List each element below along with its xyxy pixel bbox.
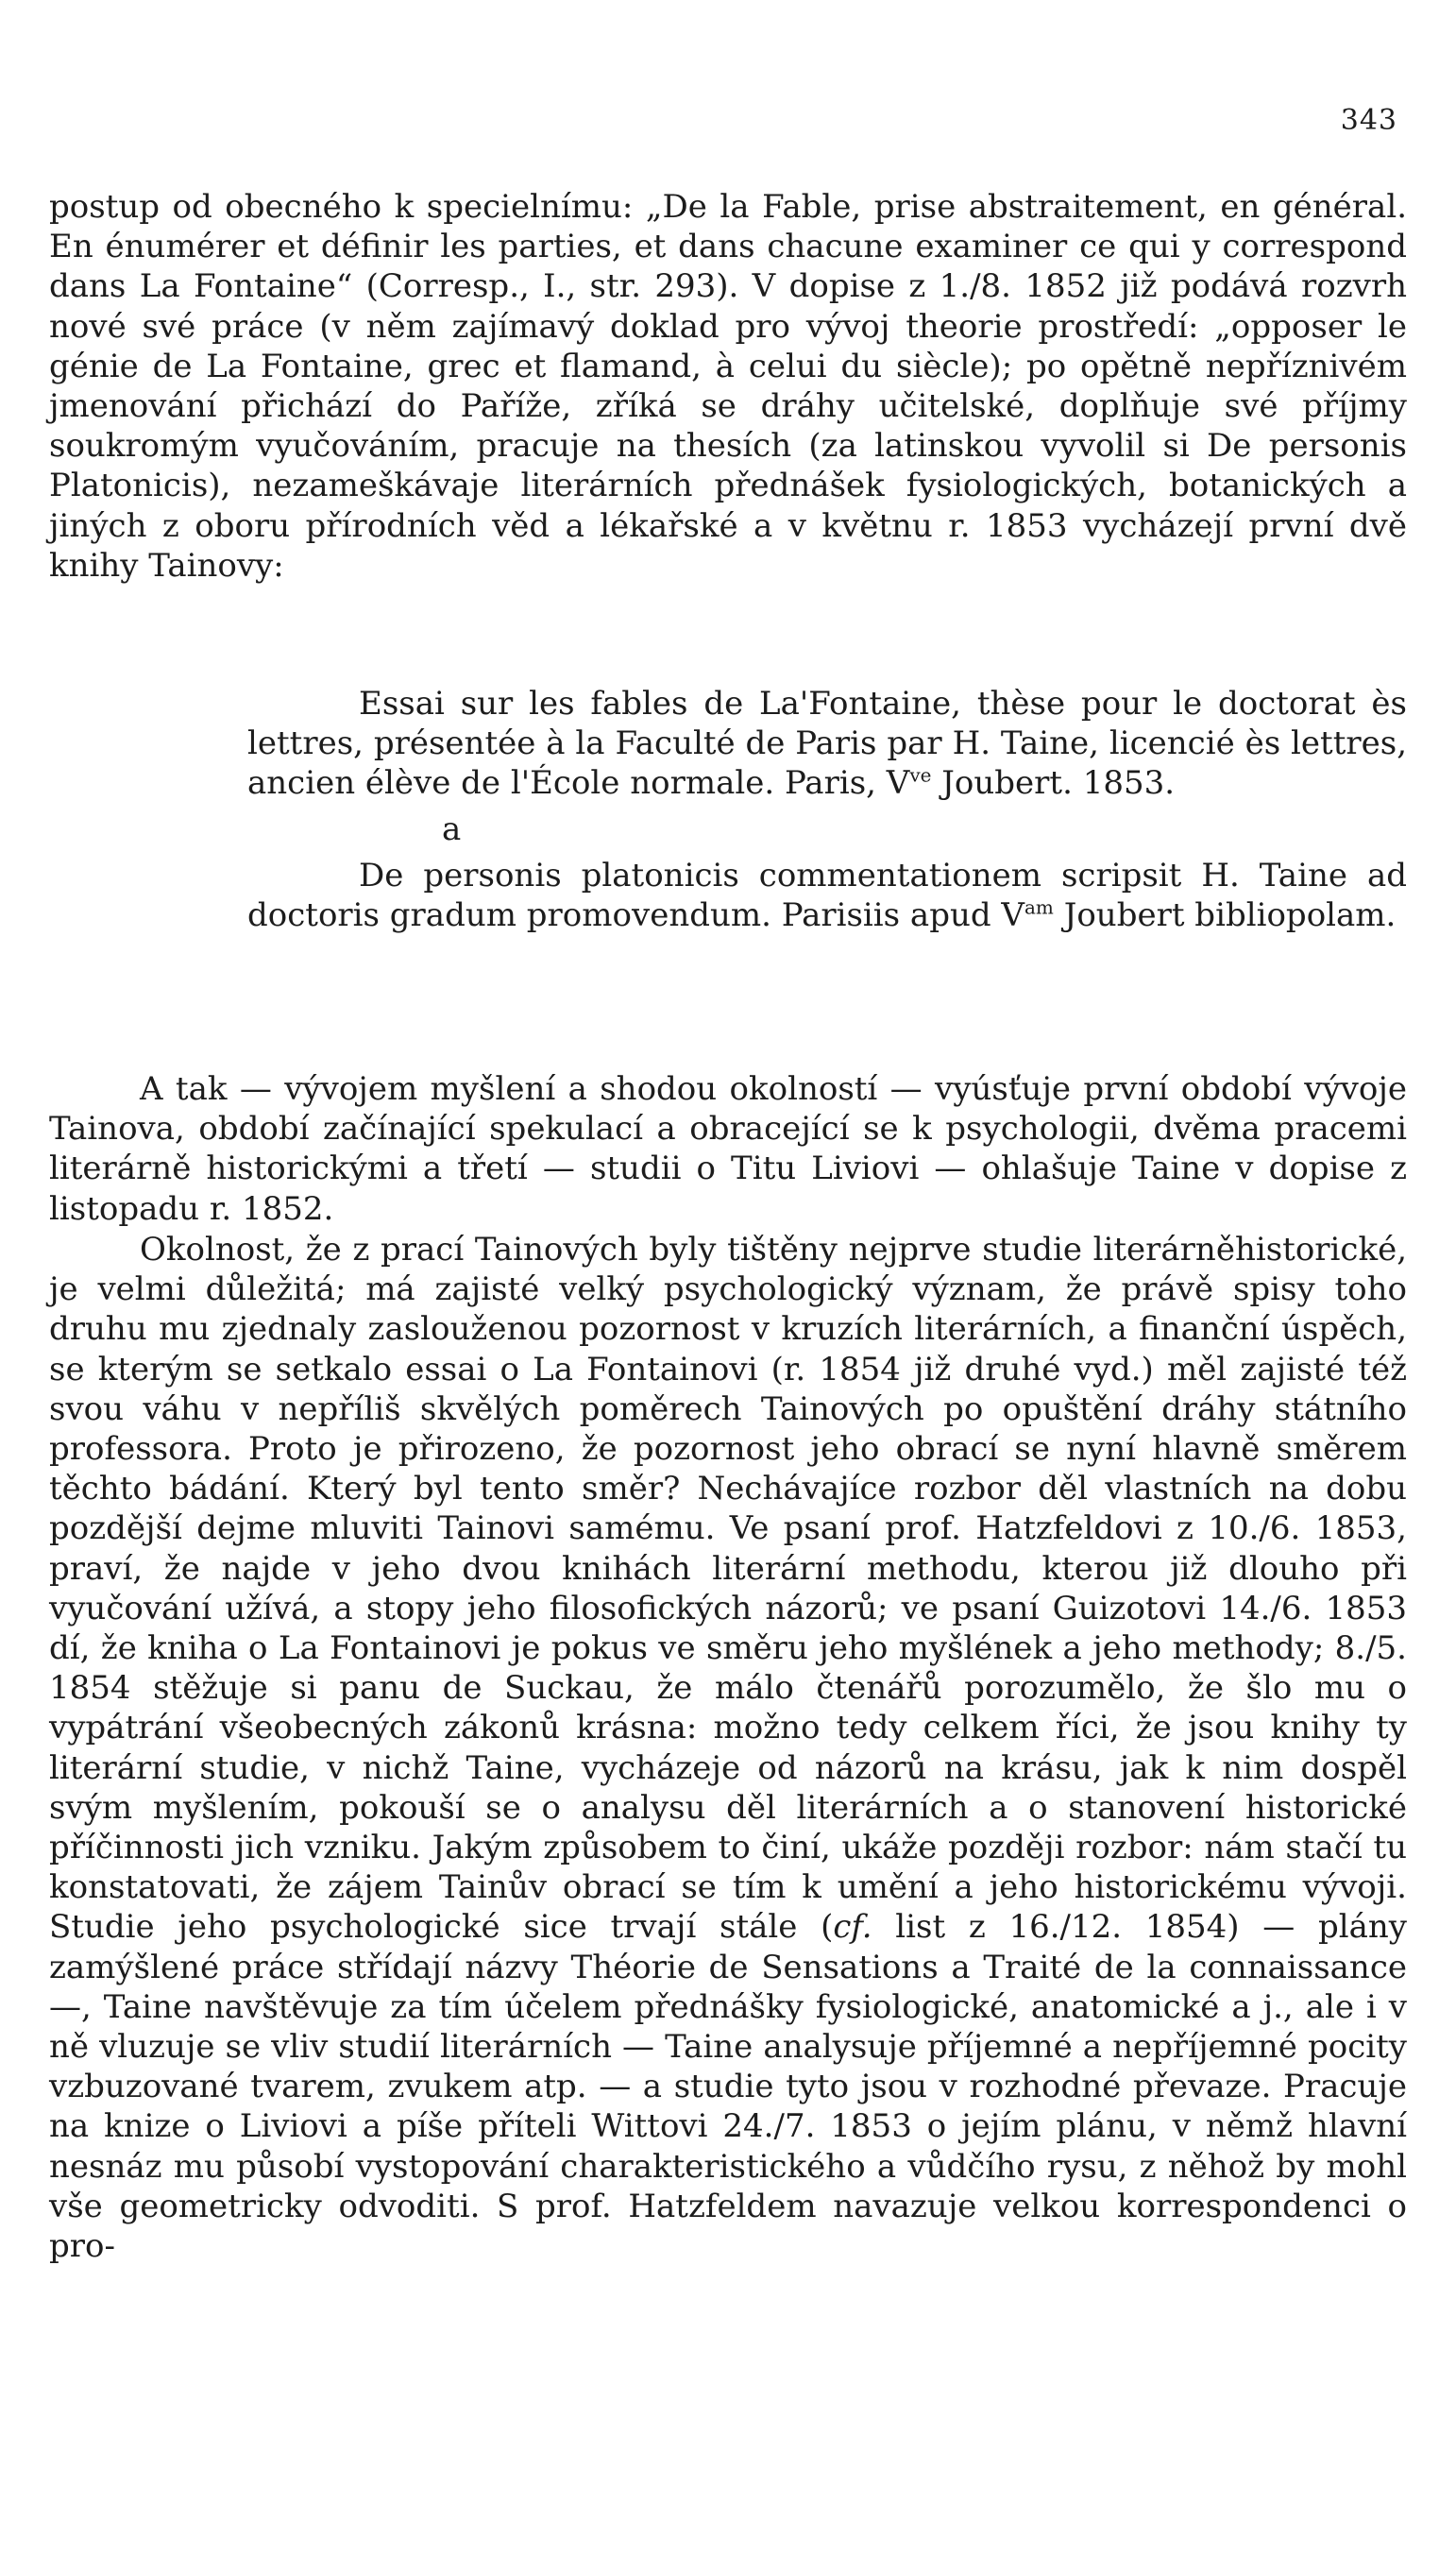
third-paragraph-cf: cf. xyxy=(833,1908,872,1947)
bibliography-entry-la-fontaine-end: Joubert. 1853. xyxy=(931,764,1176,802)
bibliography-block xyxy=(247,684,1407,935)
bibliography-entry-platonicis-text: De personis platonicis commentationem scripsit H. Taine ad doctoris gradum promovendum. Parisiis apud V xyxy=(247,857,1407,934)
bibliography-entry-la-fontaine-sup: ve xyxy=(909,763,932,787)
bibliography-connector: a xyxy=(442,810,462,848)
second-paragraph: A tak — vývojem myšlení a shodou okolností — vyúsťuje první období vývoje Tainova, období začínající spekulací a obracející se k psychologii, dvěma pracemi literárně historickými a třetí — studii o Titu Liviovi — ohlašuje Taine v dopise z listopadu r. 1852. xyxy=(49,1070,1407,1228)
bibliography-entry-la-fontaine xyxy=(247,684,1407,803)
third-paragraph-block xyxy=(49,1230,1407,2266)
third-paragraph-part-1: Okolnost, že z prací Tainových byly tištěny nejprve studie literárněhistorické, je velmi důležitá; má zajisté velký psychologický význam, že právě spisy toho druhu mu zjednaly zaslouženou pozornost v kruzích literárních, a finanční úspěch, se kterým se setkalo essai o La Fontainovi (r. 1854 již druhé vyd.) měl zajisté též svou váhu v nepříliš skvělých poměrech Tainových po opuštění dráhy státního professora. Proto je přirozeno, že pozornost jeho obrací se nyní hlavně směrem těchto bádání. Který byl tento směr? Nechávajíce rozbor děl vlastních na dobu pozdější dejme mluviti Tainovi samému. Ve psaní prof. Hatzfeldovi z 10./6. 1853, praví, že najde v jeho dvou knihách literární methodu, kterou již dlouho při vyučování užívá, a stopy jeho filosofických názorů; ve psaní Guizotovi 14./6. 1853 dí, že kniha o La Fontainovi je pokus ve směru jeho myšlének a jeho methody; 8./5. 1854 stěžuje si panu de Suckau, že málo čtenářů porozumělo, že šlo mu o vypátrání všeobecných zákonů krásna: možno tedy celkem říci, že jsou knihy ty literární studie, v nichž Taine, vycházeje od názorů na krásu, jak k nim dospěl svým myšlením, pokouší se o analysu děl literárních a o stanovení historické příčinnosti jich vzniku. Jakým způsobem to činí, ukáže později rozbor: nám stačí tu konstatovati, že zájem Tainův obrací se tím k umění a jeho historickému vývoji. Studie jeho psychologické sice trvají stále ( xyxy=(49,1231,1407,1947)
bibliography-entry-la-fontaine-text: Essai sur les fables de La'Fontaine, thèse pour le doctorat ès lettres, présentée à la Faculté de Paris par H. Taine, licencié ès lettres, ancien élève de l'École normale. Paris, V xyxy=(247,685,1407,802)
bibliography-entry-platonicis xyxy=(247,856,1407,935)
intro-paragraph-block xyxy=(49,187,1407,586)
bibliography-entry-platonicis-sup: am xyxy=(1024,895,1054,919)
third-paragraph-part-2: list z 16./12. 1854) — plány zamýšlené práce střídají názvy Théorie de Sensations a Traité de la connaissance —, Taine navštěvuje za tím účelem přednášky fysiologické, anatomické a j., ale i v ně vluzuje se vliv studií literárních — Taine analysuje příjemné a nepříjemné pocity vzbuzované tvarem, zvukem atp. — a studie tyto jsou v rozhodné převaze. Pracuje na knize o Liviovi a píše příteli Wittovi 24./7. 1853 o jejím plánu, v němž hlavní nesnáz mu působí vystopování charakteristického a vůdčího rysu, z něhož by mohl vše geometricky odvoditi. S prof. Hatzfeldem navazuje velkou korrespondenci o pro- xyxy=(49,1908,1407,2266)
intro-paragraph: postup od obecného k specielnímu: „De la Fable, prise abstraitement, en général. En énumérer et définir les parties, et dans chacune examiner ce qui y correspond dans La Fontaine“ (Corresp., I., str. 293). V dopise z 1./8. 1852 již podává rozvrh nové své práce (v něm zajímavý doklad pro vývoj theorie prostředí: „opposer le génie de La Fontaine, grec et flamand, à celui du siècle); po opětně nepříznivém jmenování přichází do Paříže, zříká se dráhy učitelské, doplňuje své příjmy soukromým vyučováním, pracuje na thesích (za latinskou vyvolil si De personis Platonicis), nezameškávaje literárních přednášek fysiologických, botanických a jiných z oboru přírodních věd a lékařské a v květnu r. 1853 vycházejí první dvě knihy Tainovy: xyxy=(49,188,1407,585)
third-paragraph xyxy=(49,1230,1407,2266)
bibliography-entry-platonicis-end: Joubert bibliopolam. xyxy=(1053,896,1397,934)
second-paragraph-block xyxy=(49,1069,1407,1229)
page-number: 343 xyxy=(1340,104,1397,137)
